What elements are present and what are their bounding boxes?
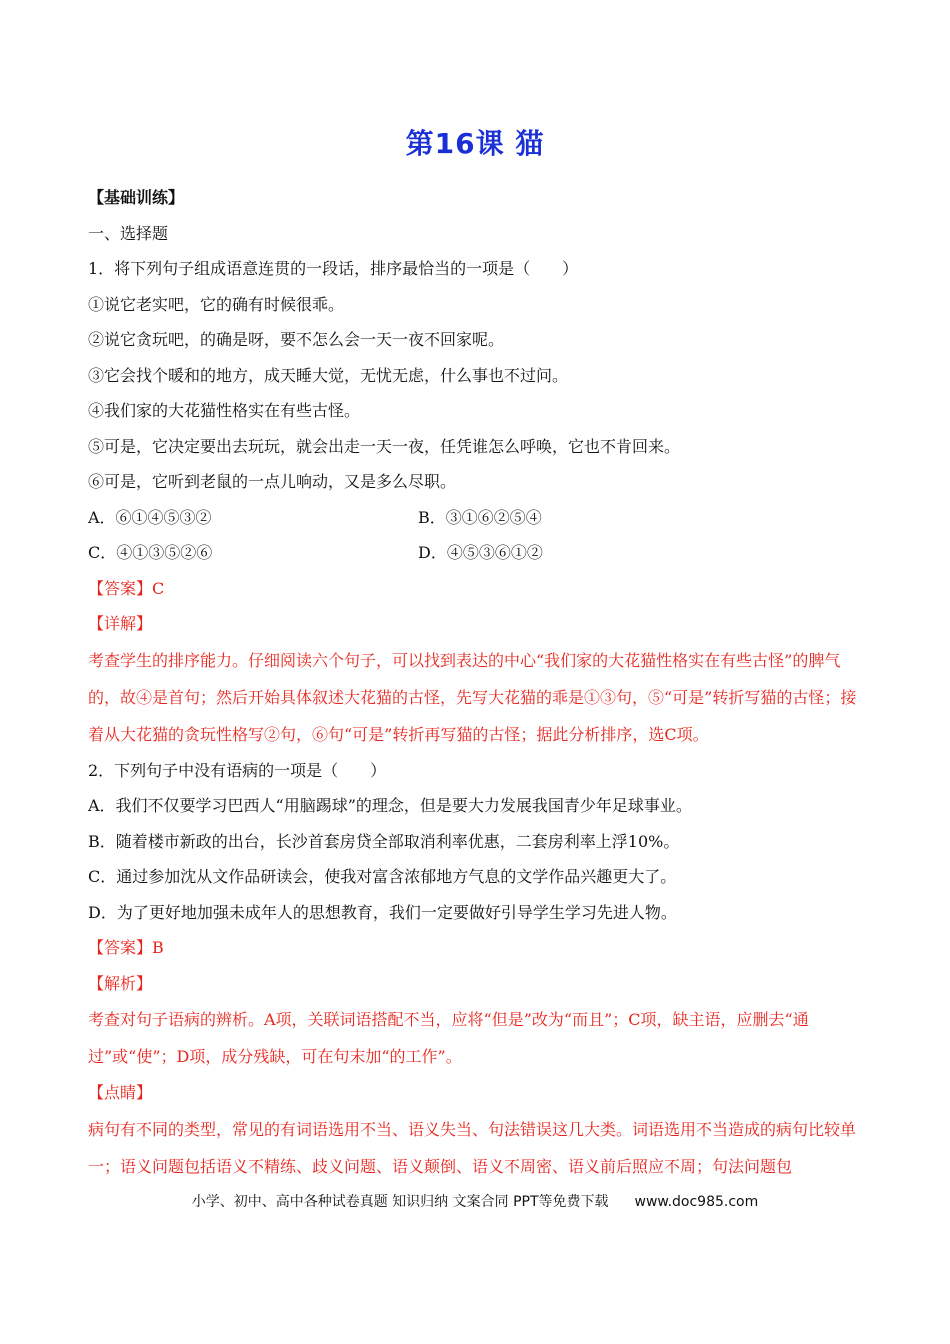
q2-analysis-label: 【解析】 (88, 973, 153, 993)
q2-answer: 【答案】B (88, 938, 164, 957)
q2-option-b: B．随着楼市新政的出台，长沙首套房贷全部取消利率优惠，二套房利率上浮10%。 (88, 831, 680, 851)
section-heading: 【基础训练】 (88, 188, 185, 207)
q1-sentence-3: ③它会找个暖和的地方，成天睡大觉，无忧无虑，什么事也不过问。 (88, 365, 569, 385)
question-2-stem: 2．下列句子中没有语病的一项是（ ） (88, 760, 387, 780)
part-heading: 一、选择题 (88, 223, 169, 243)
q1-sentence-4: ④我们家的大花猫性格实在有些古怪。 (88, 401, 361, 420)
q1-option-d: D．④⑤③⑥①② (418, 543, 543, 562)
footer-text: 小学、初中、高中各种试卷真题 知识归纳 文案合同 PPT等免费下载 (191, 1194, 609, 1210)
footer-site-link[interactable]: www.doc985.com (634, 1194, 759, 1210)
q1-options-row-2 (88, 535, 868, 571)
q2-tip-label: 【点睛】 (88, 1083, 153, 1102)
page-title: 第16课 猫 (405, 127, 545, 160)
q1-options-row-1 (88, 500, 868, 536)
q1-sentence-1: ①说它老实吧，它的确有时候很乖。 (88, 294, 345, 314)
q2-option-a: A．我们不仅要学习巴西人“用脑踢球”的理念，但是要大力发展我国青少年足球事业。 (88, 796, 692, 815)
q1-sentence-6: ⑥可是，它听到老鼠的一点儿响动，又是多么尽职。 (88, 472, 457, 491)
q1-explanation: 考查学生的排序能力。仔细阅读六个句子，可以找到表达的中心“我们家的大花猫性格实在有些古怪”的脾气的，故④是首句；然后开始具体叙述大花猫的古怪，先写大花猫的乖是①③句，⑤“可是”转折写猫的古怪；接着从大花猫的贪玩性格写②句，⑥句“可是”转折再写猫的古怪；据此分析排序，选C项。 (88, 650, 857, 744)
q1-sentence-2: ②说它贪玩吧，的确是呀，要不怎么会一天一夜不回家呢。 (88, 330, 505, 349)
document-body (88, 180, 868, 1185)
q1-sentence-5: ⑤可是，它决定要出去玩玩，就会出走一天一夜，任凭谁怎么呼唤，它也不肯回来。 (88, 436, 681, 456)
q2-analysis: 考查对句子语病的辨析。A项，关联词语搭配不当，应将“但是”改为“而且”；C项，缺主语，应删去“通过”或“使”；D项，成分残缺，可在句末加“的工作”。 (88, 1010, 809, 1066)
page-footer (0, 1191, 950, 1211)
question-1-stem: 1．将下列句子组成语意连贯的一段话，排序最恰当的一项是（ ） (88, 259, 579, 278)
q2-option-d: D．为了更好地加强未成年人的思想教育，我们一定要做好引导学生学习先进人物。 (88, 902, 677, 922)
q1-option-b: B．③①⑥②⑤④ (418, 507, 542, 527)
q2-option-c: C．通过参加沈从文作品研读会，使我对富含浓郁地方气息的文学作品兴趣更大了。 (88, 867, 677, 886)
q1-answer: 【答案】C (88, 578, 165, 598)
q1-option-a: A．⑥①④⑤③② (88, 507, 212, 527)
q1-option-c: C．④①③⑤②⑥ (88, 543, 213, 562)
q1-explain-label: 【详解】 (88, 614, 153, 633)
q2-tip: 病句有不同的类型，常见的有词语选用不当、语义失当、句法错误这几大类。词语选用不当造成的病句比较单一；语义问题包括语义不精练、歧义问题、语义颠倒、语义不周密、语义前后照应不周；句法问题包 (88, 1119, 857, 1176)
